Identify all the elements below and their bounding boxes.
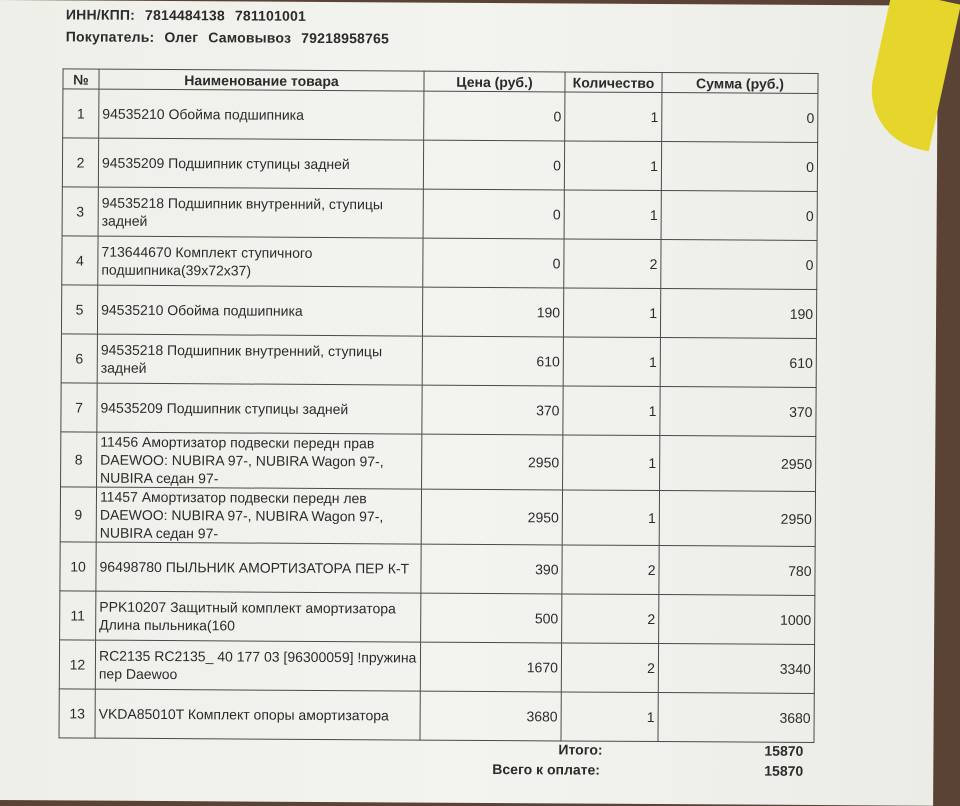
row-price: 390 [421,544,562,594]
delivery-method: Самовывоз [208,29,292,46]
row-name: 713644670 Комплект ступичного подшипника(39x72x37) [98,236,423,287]
items-table [58,68,818,743]
row-qty: 1 [564,141,661,191]
row-sum: 610 [660,338,816,388]
row-number: 6 [61,334,97,383]
row-number: 10 [60,542,96,591]
row-qty: 1 [565,92,662,142]
row-price: 370 [422,385,563,435]
table-row [62,236,817,290]
row-price: 610 [422,336,563,386]
kpp-value: 781101001 [234,7,307,24]
row-number: 13 [59,689,95,738]
row-name: 94535218 Подшипник внутренний, ступицы задней [98,187,423,238]
row-name: VKDA85010T Комплект опоры амортизатора [95,689,420,740]
col-header-name: Наименование товара [99,69,424,91]
row-name: 11456 Амортизатор подвески передн прав DAEWOO: NUBIRA 97-, NUBIRA Wagon 97-, NUBIRA седан 97- [97,432,422,489]
col-header-qty: Количество [565,72,662,93]
pay-value: 15870 [764,762,804,779]
row-sum: 0 [661,142,817,192]
table-row [61,383,816,437]
total-value: 15870 [764,742,804,759]
row-qty: 1 [563,337,660,387]
row-price: 0 [424,91,565,141]
col-header-sum: Сумма (руб.) [662,73,818,94]
row-sum: 1000 [659,595,815,645]
table-row [61,285,816,339]
buyer-phone: 79218958765 [301,29,390,47]
row-sum: 2950 [660,436,816,492]
table-row [61,334,816,388]
row-qty: 1 [561,692,658,742]
row-price: 2950 [422,434,563,490]
row-qty: 2 [562,594,659,644]
row-name: 94535218 Подшипник внутренний, ступицы задней [97,334,422,385]
table-row [60,591,815,645]
row-price: 500 [421,593,562,643]
row-qty: 1 [562,490,659,546]
row-sum: 0 [661,240,817,290]
row-price: 2950 [421,489,562,545]
buyer-label: Покупатель: [65,28,155,45]
table-row [62,187,817,241]
inn-label: ИНН/КПП: [65,6,136,23]
row-name: 94535209 Подшипник ступицы задней [98,138,423,189]
row-sum: 780 [659,546,815,596]
row-name: 11457 Амортизатор подвески передн лев DAEWOO: NUBIRA 97-, NUBIRA Wagon 97-, NUBIRA седан 97- [96,487,421,544]
row-sum: 0 [662,93,818,143]
buyer-line [66,28,399,46]
row-sum: 370 [660,387,816,437]
col-header-price: Цена (руб.) [424,71,565,92]
row-price: 0 [423,189,564,239]
row-number: 8 [61,432,97,487]
row-number: 2 [62,138,98,187]
pay-label: Всего к оплате: [492,761,601,778]
items-table-body [59,89,818,743]
row-qty: 2 [562,545,659,595]
row-qty: 1 [563,288,660,338]
inn-line [66,6,316,24]
row-qty: 1 [563,435,660,491]
row-price: 190 [422,287,563,337]
table-row [61,432,816,492]
row-name: 96498780 ПЫЛЬНИК АМОРТИЗАТОРА ПЕР К-Т [96,542,421,593]
table-row [59,640,814,694]
row-qty: 1 [564,190,661,240]
row-name: 94535210 Обойма подшипника [99,89,424,140]
buyer-name: Олег [164,29,199,46]
row-sum: 3680 [658,693,814,743]
col-header-number: № [63,69,99,89]
table-row [60,487,815,547]
row-sum: 190 [660,289,816,339]
row-number: 4 [62,236,98,285]
row-name: RC2135 RC2135_ 40 177 03 [96300059] !пружина пер Daewoo [95,640,420,691]
row-sum: 3340 [658,644,814,694]
inn-value: 7814484138 [144,6,225,24]
table-row [62,138,817,192]
total-label: Итого: [558,741,603,758]
row-qty: 2 [564,239,661,289]
row-number: 9 [60,487,96,542]
row-number: 3 [62,187,98,236]
row-price: 1670 [420,642,561,692]
row-price: 0 [423,140,564,190]
row-qty: 1 [563,386,660,436]
row-sum: 2950 [659,491,815,547]
row-number: 7 [61,383,97,432]
row-name: 94535210 Обойма подшипника [97,285,422,336]
row-name: 94535209 Подшипник ступицы задней [97,383,422,434]
row-number: 11 [60,591,96,640]
table-row [59,689,814,743]
row-price: 0 [423,238,564,288]
row-number: 1 [63,89,99,138]
row-sum: 0 [661,191,817,241]
yellow-marker [860,0,960,151]
row-qty: 2 [561,643,658,693]
row-name: PPK10207 Защитный комплект амортизатора Длина пыльника(160 [96,591,421,642]
row-price: 3680 [420,691,561,741]
table-row [63,89,818,143]
row-number: 12 [59,640,95,689]
table-row [60,542,815,596]
row-number: 5 [61,285,97,334]
